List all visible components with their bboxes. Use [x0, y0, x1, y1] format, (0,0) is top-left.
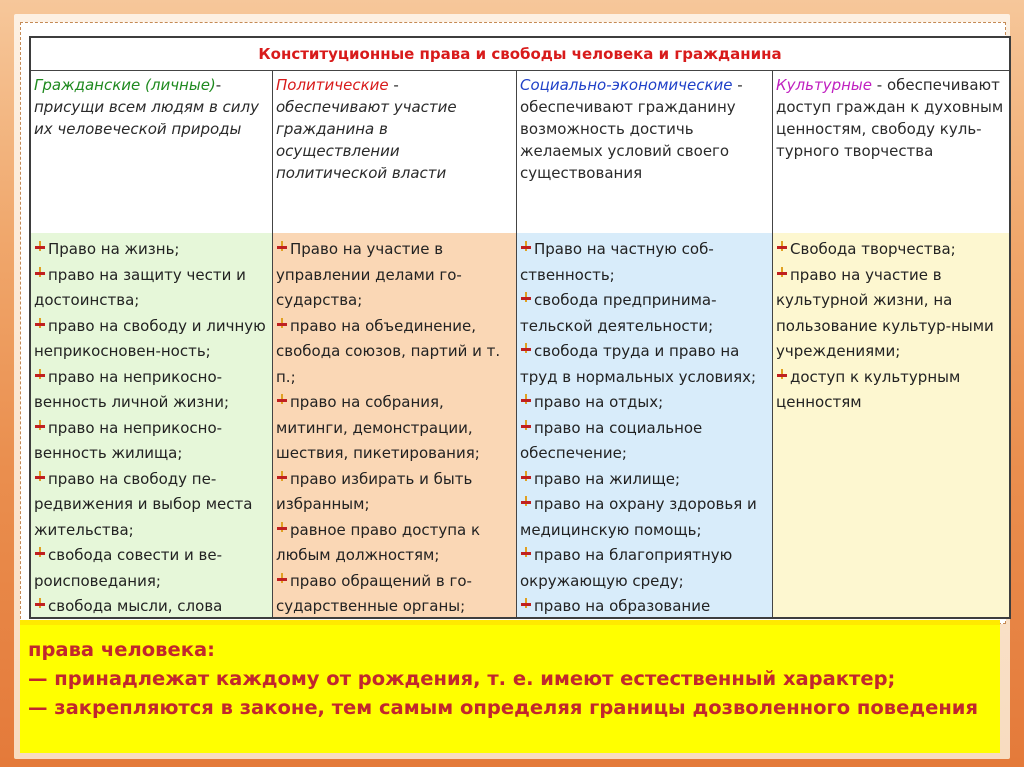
list-item: право на свободу пе-редвижения и выбор места жительства;	[34, 469, 253, 539]
list-item: доступ к культурным ценностям	[776, 367, 961, 411]
description-socioeconomic: обеспечивают гражданину возможность достичь желаемых условий своего существования	[520, 98, 736, 182]
list-item: право на социальное обеспечение;	[520, 418, 703, 462]
plus-arrow-bullet-icon	[520, 292, 532, 306]
category-socioeconomic: Социально-экономические	[520, 76, 733, 94]
plus-arrow-bullet-icon	[276, 522, 288, 536]
list-item: Свобода творчества;	[776, 237, 1006, 263]
list-item: свобода совести и ве-роисповедания;	[34, 546, 223, 590]
plus-arrow-bullet-icon	[276, 573, 288, 587]
plus-arrow-bullet-icon	[520, 343, 532, 357]
plus-arrow-bullet-icon	[276, 394, 288, 408]
list-item: свобода труда и право на труд в нормальных условиях;	[520, 342, 757, 386]
list-item: Право на жизнь;	[34, 237, 269, 263]
plus-arrow-bullet-icon	[34, 318, 46, 332]
category-civil: Гражданские (личные)	[34, 76, 216, 94]
list-item: Право на участие в управлении делами го-сударства;	[276, 240, 462, 309]
category-political: Политические	[276, 76, 389, 94]
list-socioeconomic	[517, 233, 773, 617]
table-title: Конституционные права и свободы человека и гражданина	[31, 38, 1009, 71]
list-item: право на собрания, митинги, демонстрации, шествия, пикетирования;	[276, 393, 480, 462]
rights-table	[29, 36, 1011, 619]
header-socioeconomic: Социально-экономические - обеспечивают гражданину возможность достичь желаемых условий своего существования	[517, 70, 773, 233]
list-item: право на благоприятную окружающую среду;	[520, 546, 733, 590]
plus-arrow-bullet-icon	[34, 241, 46, 255]
list-item: Право на частную соб-ственность;	[520, 240, 714, 284]
note-line-natural: — принадлежат каждому от рождения, т. е. имеют естественный характер;	[28, 667, 896, 690]
list-item: свобода мысли, слова	[34, 594, 269, 620]
list-item: свобода предпринима-тельской деятельности;	[520, 291, 717, 335]
plus-arrow-bullet-icon	[34, 420, 46, 434]
table-header-row	[31, 70, 1009, 234]
plus-arrow-bullet-icon	[520, 496, 532, 510]
list-item: право на охрану здоровья и медицинскую помощь;	[520, 495, 757, 539]
header-cultural: Культурные - обеспечивают доступ граждан к духовным ценностям, свободу куль-турного творчества	[776, 76, 1004, 160]
header-political: Политические - обеспечивают участие гражданина в осуществлении политической власти	[273, 70, 517, 233]
list-cultural	[773, 233, 1009, 617]
list-item: право на неприкосно-венность жилища;	[34, 418, 223, 462]
plus-arrow-bullet-icon	[776, 267, 788, 281]
plus-arrow-bullet-icon	[276, 241, 288, 255]
plus-arrow-bullet-icon	[520, 420, 532, 434]
list-item: право обращений в го-сударственные органы;	[276, 571, 472, 615]
plus-arrow-bullet-icon	[520, 241, 532, 255]
list-item: право на отдых;	[520, 390, 769, 416]
plus-arrow-bullet-icon	[276, 471, 288, 485]
header-civil: Гражданские (личные)- присущи всем людям в силу их человеческой природы	[31, 70, 273, 233]
list-item: право на образование	[520, 594, 769, 620]
note-line-law: — закрепляются в законе, тем самым определяя границы дозволенного поведения	[28, 696, 978, 719]
human-rights-note	[20, 620, 1000, 753]
plus-arrow-bullet-icon	[776, 369, 788, 383]
plus-arrow-bullet-icon	[520, 547, 532, 561]
plus-arrow-bullet-icon	[520, 598, 532, 612]
list-item: право на свободу и личную неприкосновен-ность;	[34, 316, 266, 360]
list-political	[273, 233, 517, 617]
plus-arrow-bullet-icon	[34, 267, 46, 281]
category-cultural: Культурные	[776, 76, 872, 94]
description-civil: присущи всем людям в силу их человеческой природы	[34, 98, 260, 138]
note-heading: права человека:	[28, 638, 215, 661]
description-cultural: обеспечивают доступ граждан к духовным ценностям, свободу куль-турного творчества	[776, 76, 1004, 160]
list-item: право на участие в культурной жизни, на пользование культур-ными учреждениями;	[776, 265, 994, 360]
plus-arrow-bullet-icon	[276, 318, 288, 332]
plus-arrow-bullet-icon	[34, 547, 46, 561]
plus-arrow-bullet-icon	[34, 471, 46, 485]
plus-arrow-bullet-icon	[520, 394, 532, 408]
list-item: равное право доступа к любым должностям;	[276, 520, 481, 564]
plus-arrow-bullet-icon	[34, 598, 46, 612]
list-item: право на неприкосно-венность личной жизни;	[34, 367, 229, 411]
list-item: право избирать и быть избранным;	[276, 469, 473, 513]
list-civil	[31, 233, 273, 617]
description-political: обеспечивают участие гражданина в осуществлении политической власти	[276, 98, 457, 182]
plus-arrow-bullet-icon	[34, 369, 46, 383]
plus-arrow-bullet-icon	[520, 471, 532, 485]
list-item: право на объединение, свобода союзов, партий и т. п.;	[276, 316, 501, 386]
list-item: право на защиту чести и достоинства;	[34, 265, 246, 309]
list-item: право на жилище;	[520, 467, 769, 493]
plus-arrow-bullet-icon	[776, 241, 788, 255]
table-body-row	[31, 233, 1009, 617]
